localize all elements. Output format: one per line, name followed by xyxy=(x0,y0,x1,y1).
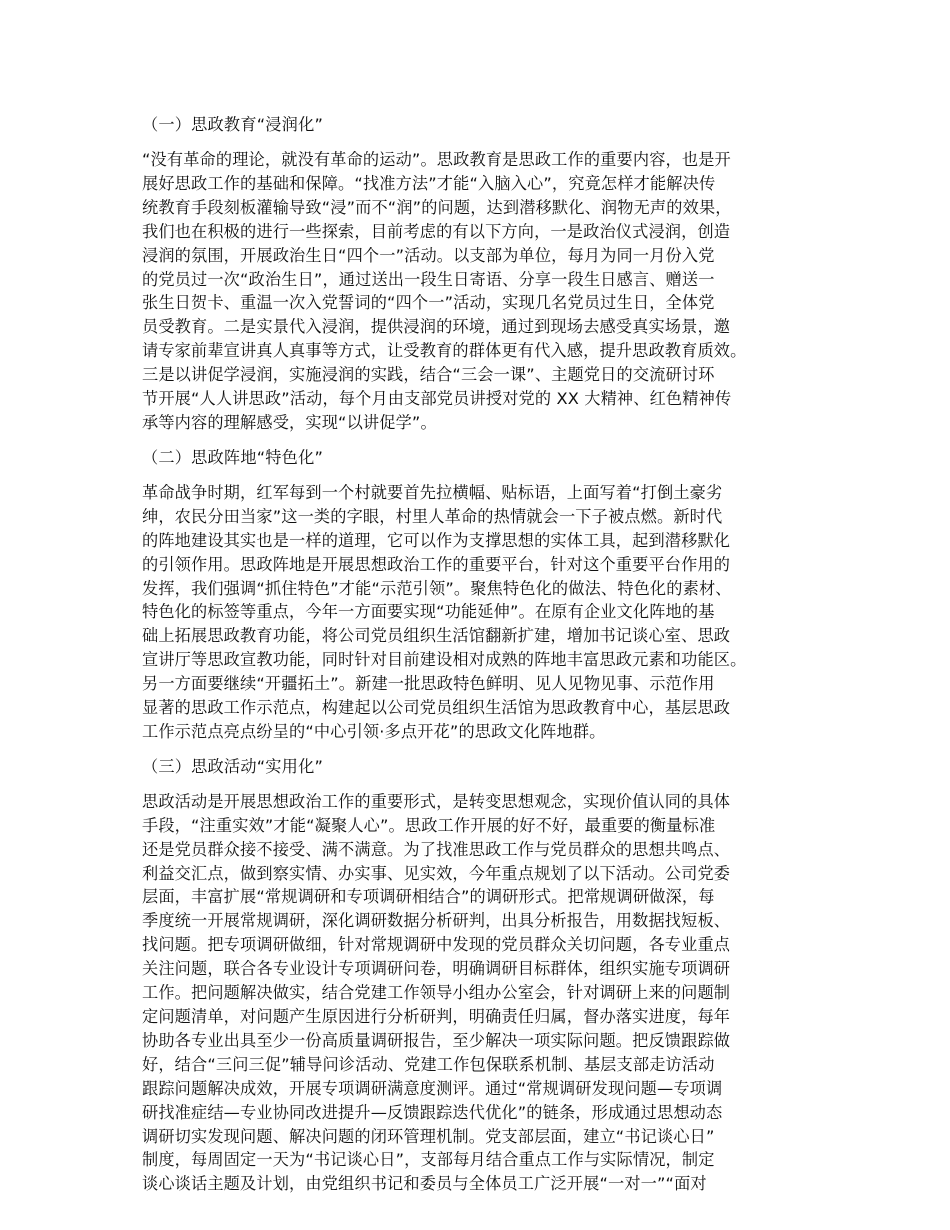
text-line: 调研切实发现问题、解决问题的闭环管理机制。党支部层面，建立“书记谈心日” xyxy=(142,1126,715,1146)
text-line: 谈心谈话主题及计划，由党组织书记和委员与全体员工广泛开展“一对一”“面对 xyxy=(142,1174,707,1194)
text-line: 制度，每周固定一天为“书记谈心日”，支部每月结合重点工作与实际情况，制定 xyxy=(142,1150,715,1170)
text-line: 研找准症结—专业协同改进提升—反馈跟踪迭代优化”的链条，形成通过思想动态 xyxy=(142,1102,723,1122)
text-line: 员受教育。二是实景代入浸润，提供浸润的环境，通过到现场去感受真实场景，邀 xyxy=(142,317,731,337)
text-line: 发挥，我们强调“抓住特色”才能“示范引领”。聚焦特色化的做法、特色化的素材、 xyxy=(142,578,732,598)
section-paragraph-2 xyxy=(142,481,832,744)
section-heading-3: （三）思政活动“实用化” xyxy=(142,756,324,776)
text-line: 展好思政工作的基础和保障。“找准方法”才能“入脑入心”，究竟怎样才能解决传 xyxy=(142,173,716,193)
text-line: 利益交汇点，做到察实情、办实事、见实效，今年重点规划了以下活动。公司党委 xyxy=(142,863,731,883)
text-line: 请专家前辈宣讲真人真事等方式，让受教育的群体更有代入感，提升思政教育质效。 xyxy=(142,341,747,361)
text-line: 协助各专业出具至少一份高质量调研报告，至少解决一项实际问题。把反馈跟踪做 xyxy=(142,1030,731,1050)
text-line: 层面，丰富扩展“常规调研和专项调研相结合”的调研形式。把常规调研做深，每 xyxy=(142,887,715,907)
text-line: 还是党员群众接不接受、满不满意。为了找准思政工作与党员群众的思想共鸣点、 xyxy=(142,839,731,859)
text-line: 另一方面要继续“开疆拓土”。新建一批思政特色鲜明、见人见物见事、示范作用 xyxy=(142,674,715,694)
text-line: 思政活动是开展思想政治工作的重要形式，是转变思想观念，实现价值认同的具体 xyxy=(142,791,731,811)
document-body xyxy=(142,112,832,1206)
text-line: 工作示范点亮点纷呈的“中心引领·多点开花”的思政文化阵地群。 xyxy=(142,721,606,741)
text-line: 革命战争时期，红军每到一个村就要首先拉横幅、贴标语，上面写着“打倒土豪劣 xyxy=(142,482,723,502)
text-line: 承等内容的理解感受，实现“以讲促学”。 xyxy=(142,412,437,432)
text-line: 季度统一开展常规调研，深化调研数据分析研判，出具分析报告，用数据找短板、 xyxy=(142,911,731,931)
text-line: 显著的思政工作示范点，构建起以公司党员组织生活馆为思政教育中心，基层思政 xyxy=(142,698,731,718)
text-line: 关注问题，联合各专业设计专项调研问卷，明确调研目标群体，组织实施专项调研 xyxy=(142,959,731,979)
text-line: 我们也在积极的进行一些探索，目前考虑的有以下方向，一是政治仪式浸润，创造 xyxy=(142,221,731,241)
text-line: 好，结合“三问三促”辅导问诊活动、党建工作包保联系机制、基层支部走访活动 xyxy=(142,1054,715,1074)
text-line: 的引领作用。思政阵地是开展思想政治工作的重要平台，针对这个重要平台作用的 xyxy=(142,554,731,574)
text-line: 特色化的标签等重点，今年一方面要实现“功能延伸”。在原有企业文化阵地的基 xyxy=(142,602,715,622)
text-line: 跟踪问题解决成效，开展专项调研满意度测评。通过“常规调研发现问题—专项调 xyxy=(142,1078,723,1098)
text-line: 绅，农民分田当家”这一类的字眼，村里人革命的热情就会一下子被点燃。新时代 xyxy=(142,506,723,526)
text-line: 三是以讲促学浸润，实施浸润的实践，结合“三会一课”、主题党日的交流研讨环 xyxy=(142,365,715,385)
text-line: 础上拓展思政教育功能，将公司党员组织生活馆翻新扩建，增加书记谈心室、思政 xyxy=(142,626,731,646)
section-heading-2: （二）思政阵地“特色化” xyxy=(142,447,324,467)
section-paragraph-3 xyxy=(142,790,832,1196)
text-line: 节开展“人人讲思政”活动，每个月由支部党员讲授对党的 XX 大精神、红色精神传 xyxy=(142,389,732,409)
text-line: 找问题。把专项调研做细，针对常规调研中发现的党员群众关切问题，各专业重点 xyxy=(142,935,731,955)
text-line: 定问题清单，对问题产生原因进行分析研判，明确责任归属，督办落实进度，每年 xyxy=(142,1007,731,1026)
text-line: 的阵地建设其实也是一样的道理，它可以作为支撑思想的实体工具，起到潜移默化 xyxy=(142,530,731,550)
text-line: 工作。把问题解决做实，结合党建工作领导小组办公室会，针对调研上来的问题制 xyxy=(142,983,731,1003)
text-line: 的党员过一次“政治生日”，通过送出一段生日寄语、分享一段生日感言、赠送一 xyxy=(142,269,715,289)
section-heading-1: （一）思政教育“浸润化” xyxy=(142,115,324,134)
text-line: 张生日贺卡、重温一次入党誓词的“四个一”活动，实现几名党员过生日，全体党 xyxy=(142,293,715,313)
text-line: “没有革命的理论，就没有革命的运动”。思政教育是思政工作的重要内容，也是开 xyxy=(142,150,731,169)
text-line: 宣讲厅等思政宣教功能，同时针对目前建设相对成熟的阵地丰富思政元素和功能区。 xyxy=(142,650,747,670)
text-line: 浸润的氛围，开展政治生日“四个一”活动。以支部为单位，每月为同一月份入党 xyxy=(142,245,715,265)
text-line: 统教育手段刻板灌输导致“浸”而不“润”的问题，达到潜移默化、润物无声的效果， xyxy=(142,197,732,217)
section-paragraph-1 xyxy=(142,148,832,435)
text-line: 手段，“注重实效”才能“凝聚人心”。思政工作开展的好不好，最重要的衡量标准 xyxy=(142,815,716,835)
